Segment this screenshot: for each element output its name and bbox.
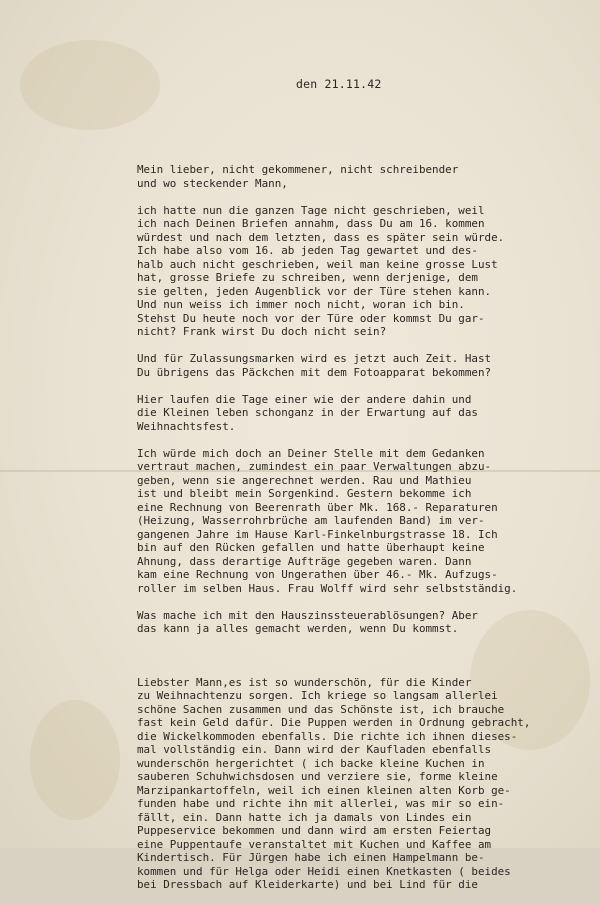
text-line: bin auf den Rücken gefallen und hatte überhaupt keine xyxy=(137,541,485,554)
text-line: Weihnachtsfest. xyxy=(137,419,236,433)
text-line: wunderschön hergerichtet ( ich backe kleine Kuchen in xyxy=(137,756,485,770)
text-line: bei Dressbach auf Kleiderkarte) und bei Lind für die xyxy=(137,878,478,891)
text-line: funden habe und richte ihn mit allerlei, was mir so ein- xyxy=(137,797,505,810)
paragraph xyxy=(137,204,589,339)
text-line: eine Rechnung von Beerenrath über Mk. 168.- Reparaturen xyxy=(137,500,498,514)
paragraph xyxy=(137,676,589,892)
text-line: Marzipankartoffeln, weil ich einen kleinen alten Korb ge- xyxy=(137,783,511,797)
text-line: vertraut machen, zumindest ein paar Verwaltungen abzu- xyxy=(137,460,492,473)
text-line: schöne Sachen zusammen und das Schönste ist, ich brauche xyxy=(137,702,505,716)
paper-stain xyxy=(20,40,160,130)
paragraph xyxy=(137,352,589,379)
paper-stain xyxy=(30,700,120,820)
text-line: ich nach Deinen Briefen annahm, dass Du am 16. kommen xyxy=(137,217,485,230)
text-line: sie gelten, jeden Augenblick vor der Türe stehen kann. xyxy=(137,284,492,298)
text-line: zu Weihnachtenzu sorgen. Ich kriege so langsam allerlei xyxy=(137,689,498,702)
text-line: halb auch nicht geschrieben, weil man keine grosse Lust xyxy=(137,257,498,271)
text-line: Ich habe also vom 16. ab jeden Tag gewartet und des- xyxy=(137,244,478,257)
paragraph-salutation xyxy=(137,163,589,190)
text-line: ist und bleibt mein Sorgenkind. Gestern bekomme ich xyxy=(137,487,472,500)
text-line: fällt, ein. Dann hatte ich ja damals von Lindes ein xyxy=(137,810,472,824)
text-line: (Heizung, Wasserrohrbrüche am laufenden Band) im ver- xyxy=(137,514,485,527)
paragraph xyxy=(137,609,589,636)
text-line: Mein lieber, nicht gekommener, nicht schreibender xyxy=(137,163,459,176)
text-line: Ahnung, dass derartige Aufträge gegeben waren. Dann xyxy=(137,554,472,568)
paragraph xyxy=(137,447,589,596)
text-line: Was mache ich mit den Hauszinssteuerablösungen? Aber xyxy=(137,608,478,622)
letter-body xyxy=(137,163,589,905)
text-line: sauberen Schuhwichsdosen und verziere sie, forme kleine xyxy=(137,770,498,783)
text-line: würdest und nach dem letzten, dass es später sein würde. xyxy=(137,230,505,244)
text-line: Kindertisch. Für Jürgen habe ich einen Hampelmann be- xyxy=(137,851,485,864)
text-line: kam eine Rechnung von Ungerathen über 46.- Mk. Aufzugs- xyxy=(137,568,498,581)
text-line: Und für Zulassungsmarken wird es jetzt auch Zeit. Hast xyxy=(137,352,492,365)
text-line: eine Puppentaufe veranstaltet mit Kuchen und Kaffee am xyxy=(137,837,492,851)
text-line: mal vollständig ein. Dann wird der Kaufladen ebenfalls xyxy=(137,743,492,756)
text-line: hat, grosse Briefe zu schreiben, wenn derjenige, dem xyxy=(137,271,478,284)
text-line: Liebster Mann,es ist so wunderschön, für die Kinder xyxy=(137,675,472,689)
letter-date: den 21.11.42 xyxy=(296,77,382,91)
text-line: die Wickelkommoden ebenfalls. Die richte ich ihnen dieses- xyxy=(137,729,518,743)
text-line: Hier laufen die Tage einer wie der andere dahin und xyxy=(137,392,472,406)
text-line: roller im selben Haus. Frau Wolff wird sehr selbstständig. xyxy=(137,581,518,595)
text-line: fast kein Geld dafür. Die Puppen werden in Ordnung gebracht, xyxy=(137,716,531,729)
text-line: gangenen Jahre im Hause Karl-Finkelnburgstrasse 18. Ich xyxy=(137,527,498,541)
text-line: kommen und für Helga oder Heidi einen Knetkasten ( beides xyxy=(137,864,511,878)
text-line: das kann ja alles gemacht werden, wenn Du kommst. xyxy=(137,622,459,635)
text-line: die Kleinen leben schonganz in der Erwartung auf das xyxy=(137,406,478,419)
text-line: ich hatte nun die ganzen Tage nicht geschrieben, weil xyxy=(137,203,485,217)
text-line: Ich würde mich doch an Deiner Stelle mit dem Gedanken xyxy=(137,446,485,460)
text-line: geben, wenn sie angerechnet werden. Rau und Mathieu xyxy=(137,473,472,487)
text-line: Du übrigens das Päckchen mit dem Fotoapparat bekommen? xyxy=(137,365,492,379)
text-line: nicht? Frank wirst Du doch nicht sein? xyxy=(137,325,387,338)
text-line: und wo steckender Mann, xyxy=(137,176,288,190)
text-line: Puppeservice bekommen und dann wird am ersten Feiertag xyxy=(137,824,492,837)
paragraph xyxy=(137,393,589,434)
text-line: Und nun weiss ich immer noch nicht, woran ich bin. xyxy=(137,298,465,311)
text-line: Stehst Du heute noch vor der Türe oder kommst Du gar- xyxy=(137,311,485,325)
